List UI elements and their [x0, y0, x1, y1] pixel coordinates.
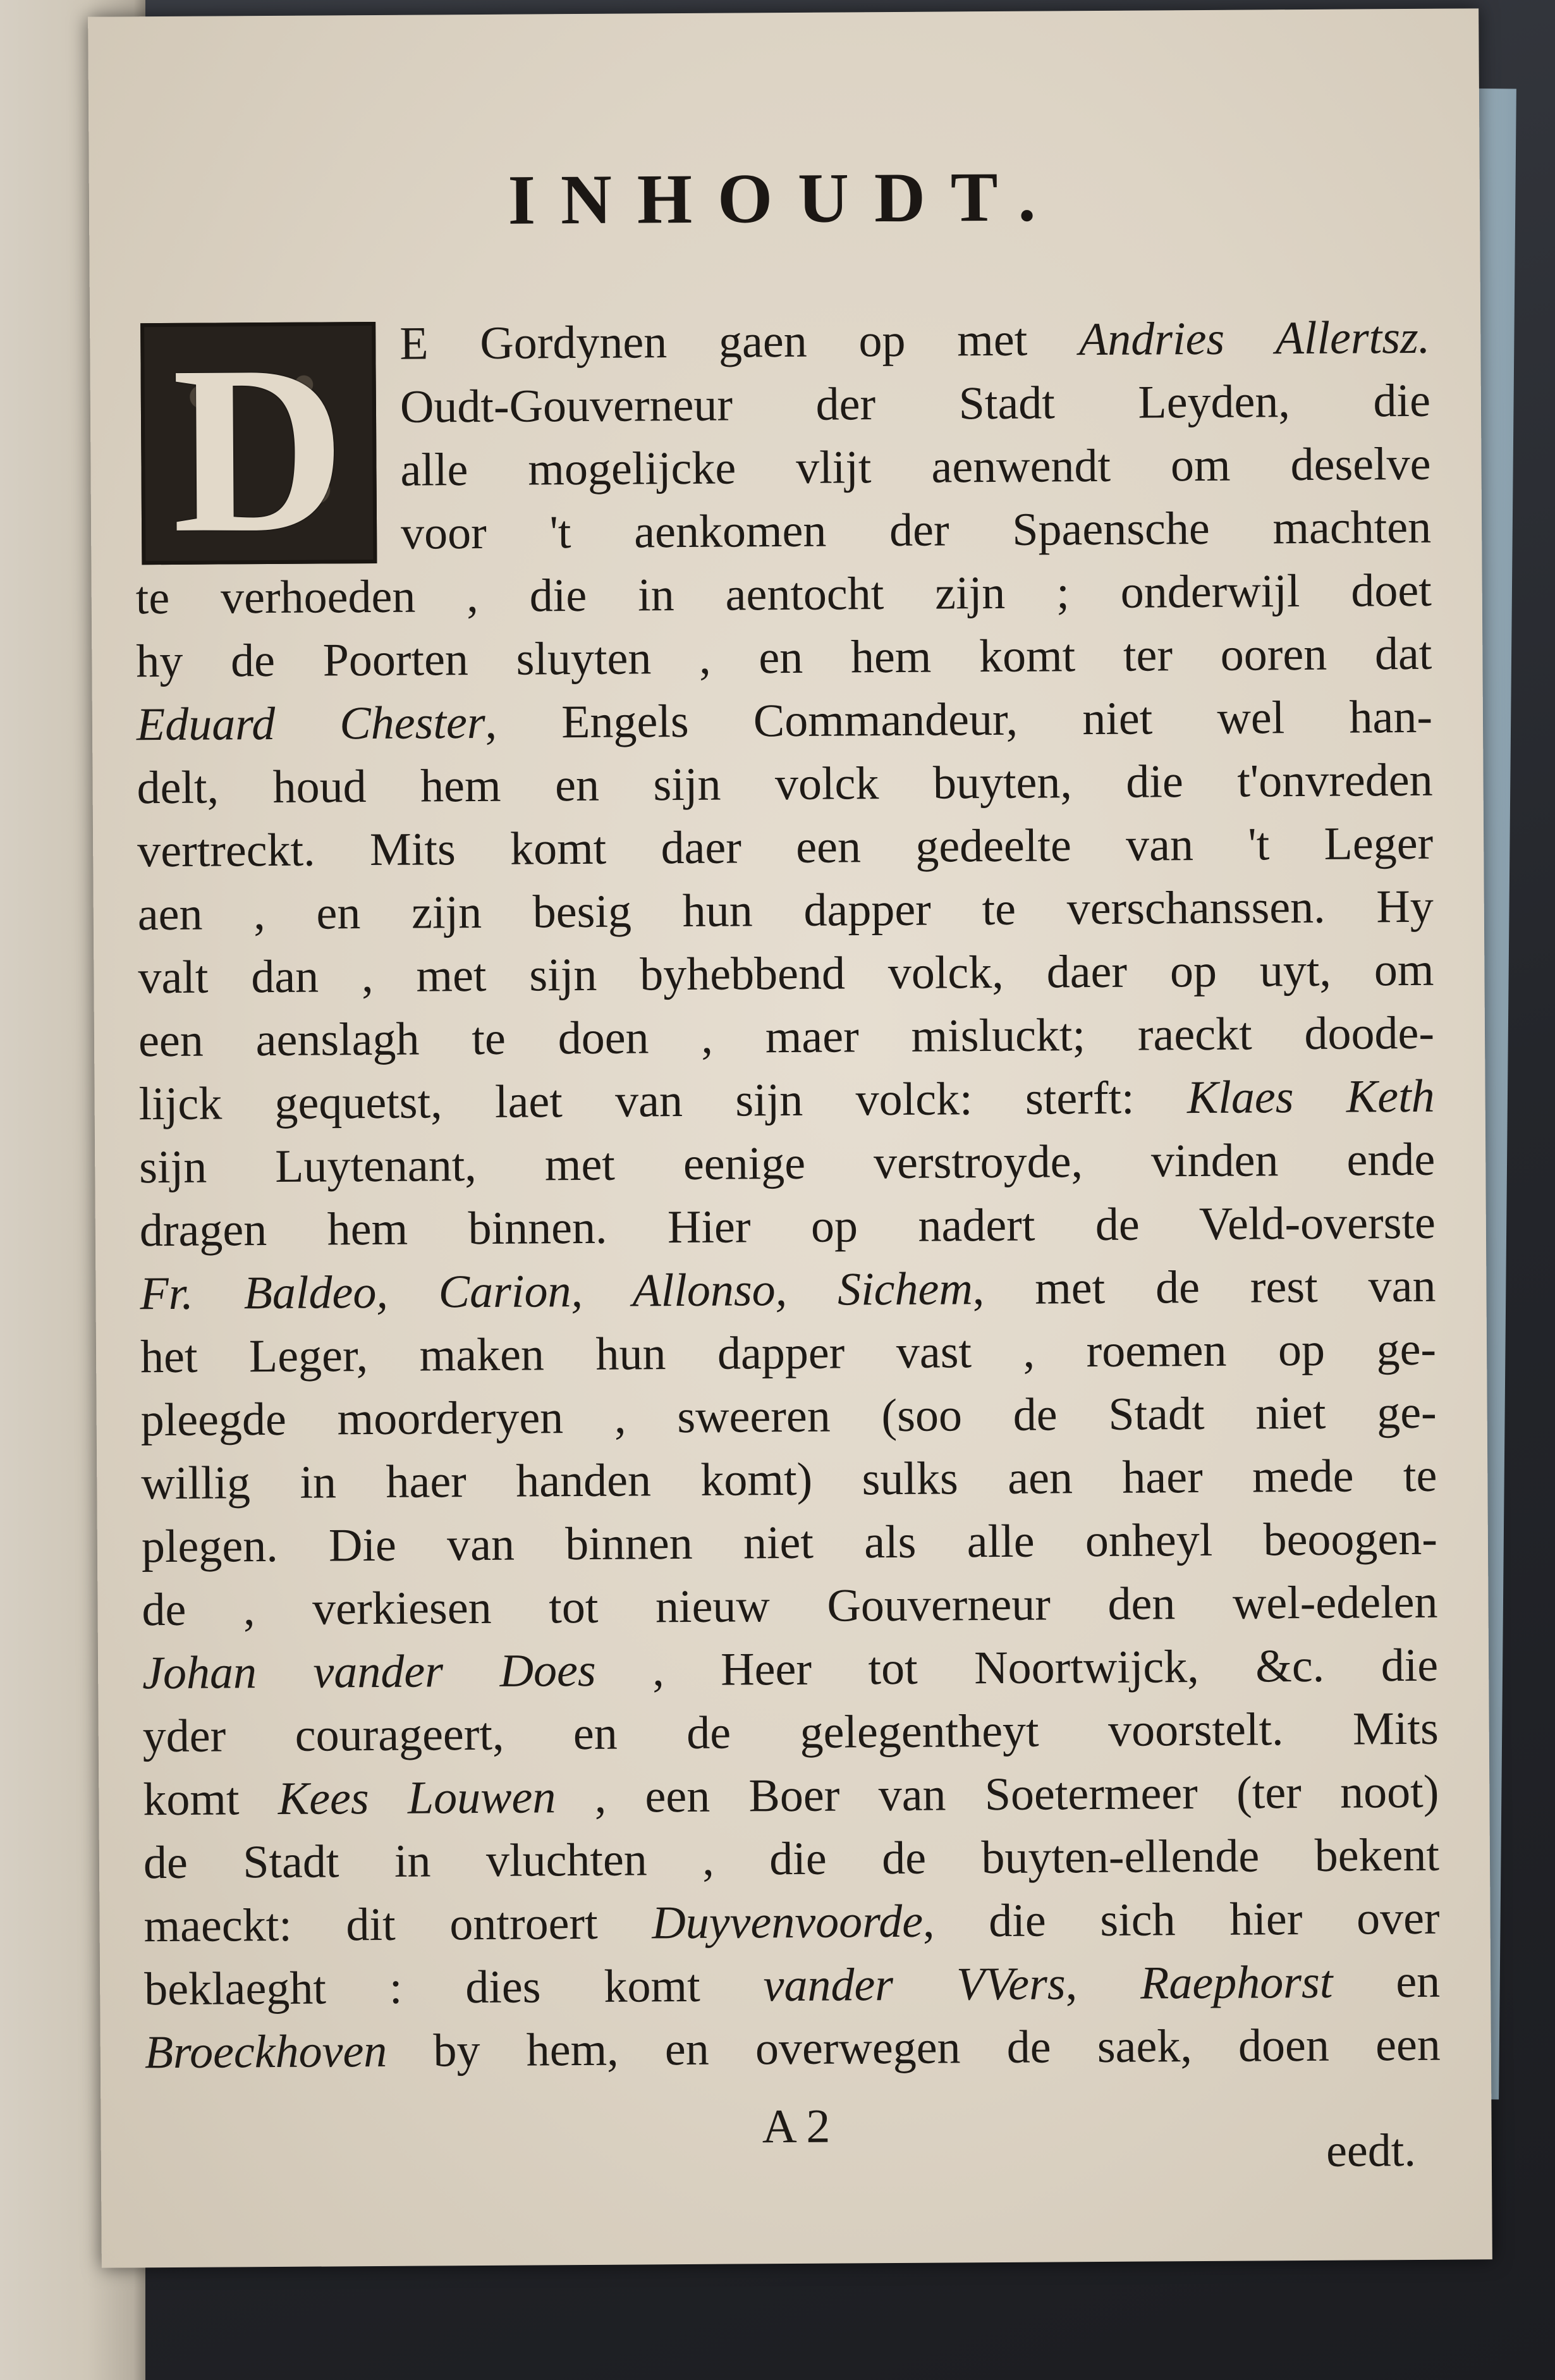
text-segment: lijck gequetst, laet van sijn volck: sterft:: [138, 1072, 1188, 1131]
summary-text: [134, 306, 1441, 2084]
text-line: [138, 875, 1434, 947]
text-line: [140, 1318, 1437, 1389]
text-segment: by hem, en overwegen de saek, doen een: [387, 2018, 1441, 2077]
text-line: [142, 1634, 1439, 1705]
text-line: [145, 2013, 1441, 2085]
text-segment: alle mogelijcke vlijt aenwendt om deselve: [400, 438, 1431, 496]
text-segment: , Heer tot Noortwijck, &c. die: [595, 1639, 1439, 1696]
text-segment: Oudt-Gouverneur der Stadt Leyden, die: [399, 374, 1431, 433]
text-line: [142, 1697, 1439, 1769]
italic-name: Duyvenvoorde: [652, 1895, 924, 1949]
text-line: [136, 622, 1432, 694]
text-segment: te verhoeden , die in aentocht zijn ; onderwijl doet: [135, 564, 1432, 625]
text-line: [138, 938, 1434, 1010]
text-line: [400, 369, 1431, 439]
text-segment: delt, houd hem en sijn volck buyten, die t'onvreden: [137, 754, 1433, 814]
text-segment: sijn Luytenant, met eenige verstroyde, vinden ende: [139, 1133, 1436, 1194]
page-heading: INHOUDT.: [508, 157, 1061, 240]
text-segment: , een Boer van Soetermeer (ter noot): [556, 1765, 1439, 1824]
italic-name: vander VVers: [763, 1958, 1066, 2012]
text-segment: , Engels Commandeur, niet wel han-: [485, 690, 1433, 749]
text-segment: de , verkiesen tot nieuw Gouverneur den wel-edelen: [142, 1576, 1438, 1636]
text-segment: pleegde moorderyen , sweeren (soo de Stadt niet ge-: [140, 1386, 1437, 1447]
italic-name: Eduard Chester: [136, 696, 485, 751]
text-segment: hy de Poorten sluyten , en hem komt ter ooren dat: [136, 627, 1432, 688]
text-segment: yder courageert, en de gelegentheyt voorstelt. Mits: [142, 1702, 1439, 1763]
text-line: [138, 1065, 1435, 1136]
text-segment: voor 't aenkomen der Spaensche machten: [400, 501, 1432, 560]
text-line: [140, 1191, 1436, 1263]
text-line: [138, 1002, 1435, 1073]
text-line: [142, 1507, 1438, 1579]
book-page: [88, 8, 1492, 2267]
italic-name: Broeckhoven: [144, 2025, 387, 2079]
text-line: [399, 306, 1430, 376]
text-segment: en: [1332, 1955, 1441, 2008]
text-line: [141, 1444, 1437, 1516]
text-line: [143, 1760, 1439, 1832]
text-line: [137, 812, 1434, 883]
text-line: [140, 1381, 1437, 1452]
text-line: [137, 685, 1433, 757]
text-line: [139, 1128, 1436, 1199]
italic-name: Klaes Keth: [1186, 1070, 1435, 1124]
text-segment: aen , en zijn besig hun dapper te verschanssen. Hy: [137, 880, 1434, 941]
text-segment: beklaeght : dies komt: [143, 1960, 764, 2016]
italic-name: Kees Louwen: [277, 1771, 556, 1825]
text-segment: willig in haer handen komt) sulks aen haer mede te: [141, 1449, 1437, 1510]
text-segment: dragen hem binnen. Hier op nadert de Veld-overste: [139, 1196, 1436, 1257]
signature-mark: A 2: [762, 2099, 831, 2154]
text-segment: het Leger, maken hun dapper vast , roemen op ge-: [140, 1323, 1437, 1383]
text-segment: vertreckt. Mits komt daer een gedeelte van 't Leger: [137, 817, 1434, 878]
text-line: [143, 1824, 1440, 1895]
text-segment: een aenslagh te doen , maer misluckt; raeckt doode-: [138, 1007, 1435, 1067]
text-segment: komt: [143, 1772, 279, 1826]
italic-name: Andries Allertsz.: [1078, 311, 1430, 366]
text-segment: ,: [1065, 1957, 1141, 2010]
text-segment: maeckt: dit ontroert: [143, 1897, 652, 1953]
text-line: [135, 559, 1432, 630]
italic-name: Johan vander Does: [142, 1644, 596, 1700]
text-line: [400, 432, 1431, 502]
text-line: [401, 496, 1432, 565]
text-line: [137, 749, 1433, 820]
text-segment: , met de rest van: [972, 1260, 1436, 1315]
text-segment: de Stadt in vluchten , die de buyten-ellende bekent: [143, 1829, 1440, 1889]
text-segment: , die sich hier over: [922, 1892, 1440, 1948]
text-line: [144, 1950, 1441, 2021]
text-segment: E Gordynen gaen op met: [399, 314, 1080, 370]
italic-name: Raephorst: [1140, 1956, 1333, 2009]
drop-cap-letter: D: [171, 316, 346, 583]
text-line: [143, 1887, 1440, 1958]
text-segment: plegen. Die van binnen niet als alle onheyl beoogen-: [141, 1512, 1438, 1573]
italic-name: Fr. Baldeo, Carion, Allonso, Sichem: [140, 1263, 973, 1320]
text-line: [142, 1571, 1438, 1642]
text-segment: valt dan , met sijn byhebbend volck, daer op uyt, om: [138, 943, 1434, 1004]
catchword: eedt.: [1326, 2124, 1417, 2177]
text-line: [140, 1254, 1436, 1326]
